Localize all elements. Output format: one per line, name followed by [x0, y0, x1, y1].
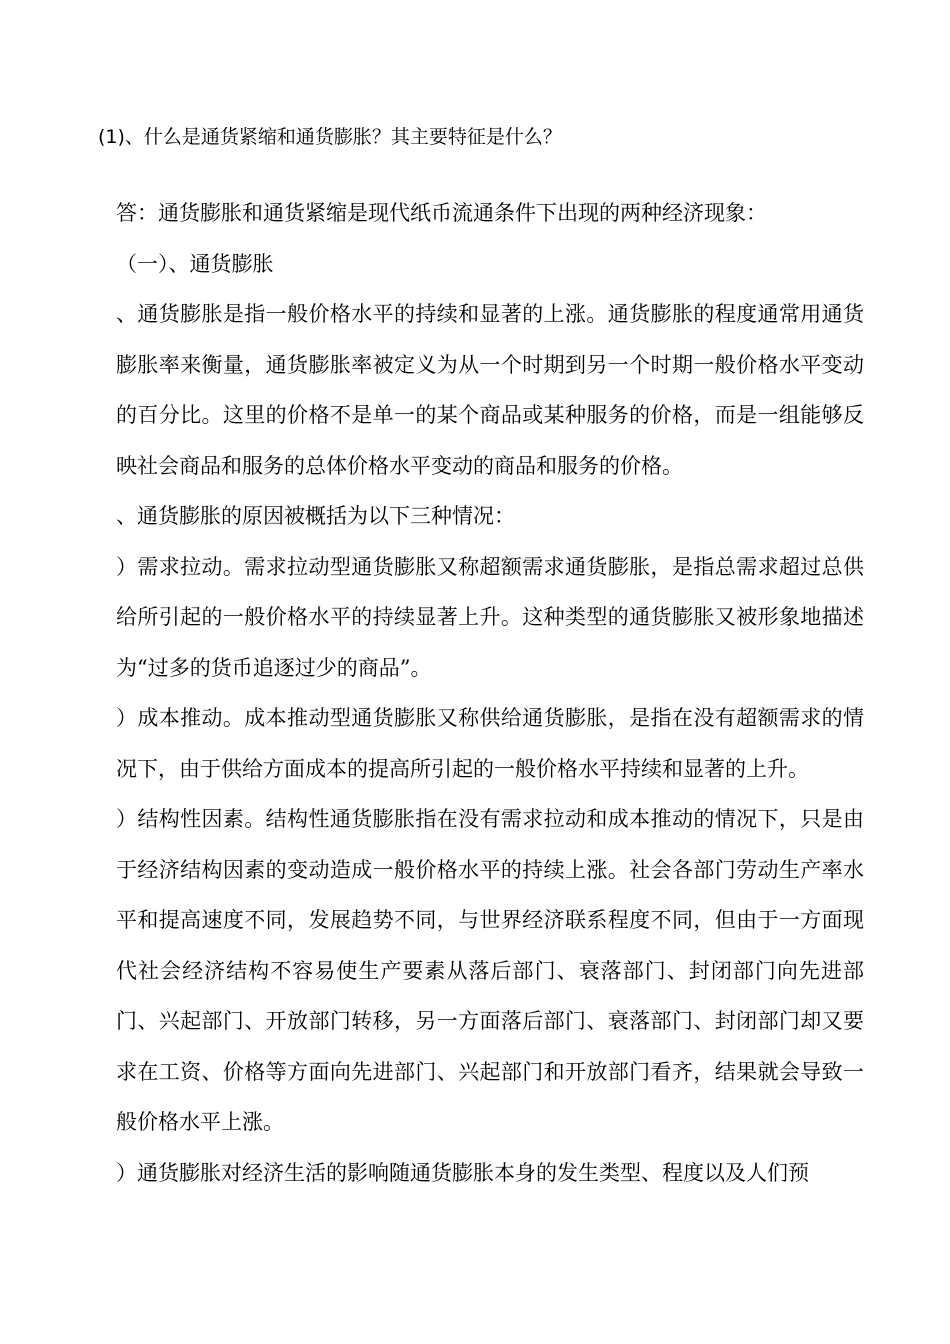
paragraph-causes-intro: 、通货膨胀的原因被概括为以下三种情况： [116, 504, 515, 528]
paragraph-demand-pull: ）需求拉动。需求拉动型通货膨胀又称超额需求通货膨胀，是指总需求超过总供给所引起的一般价格水平的持续显著上升。这种类型的通货膨胀又被形象地描述为“过多的货币追逐过少的商品”。 [116, 554, 864, 680]
question-heading: (1)、什么是通货紧缩和通货膨胀？其主要特征是什么？ [98, 126, 562, 148]
section-heading-inflation: （一）、通货膨胀 [116, 251, 274, 276]
paragraph-effects: ）通货膨胀对经济生活的影响随通货膨胀本身的发生类型、程度以及人们预 [116, 1160, 809, 1185]
paragraph-cost-push: ）成本推动。成本推动型通货膨胀又称供给通货膨胀，是指在没有超额需求的情况下，由于供给方面成本的提高所引起的一般价格水平持续和显著的上升。 [116, 706, 864, 781]
answer-intro: 答：通货膨胀和通货紧缩是现代纸币流通条件下出现的两种经济现象： [116, 201, 767, 225]
paragraph-structural: ）结构性因素。结构性通货膨胀指在没有需求拉动和成本推动的情况下，只是由于经济结构因素的变动造成一般价格水平的持续上涨。社会各部门劳动生产率水平和提高速度不同，发展趋势不同，与世界经济联系程度不同，但由于一方面现代社会经济结构不容易使生产要素从落后部门、衰落部门、封闭部门向先进部门、兴起部门、开放部门转移，另一方面落后部门、衰落部门、封闭部门却又要求在工资、价格等方面向先进部门、兴起部门和开放部门看齐，结果就会导致一般价格水平上涨。 [116, 807, 864, 1134]
paragraph-definition: 、通货膨胀是指一般价格水平的持续和显著的上涨。通货膨胀的程度通常用通货膨胀率来衡量，通货膨胀率被定义为从一个时期到另一个时期一般价格水平变动的百分比。这里的价格不是单一的某个商品或某种服务的价格，而是一组能够反映社会商品和服务的总体价格水平变动的商品和服务的价格。 [116, 302, 864, 478]
answer-body [116, 188, 864, 1198]
